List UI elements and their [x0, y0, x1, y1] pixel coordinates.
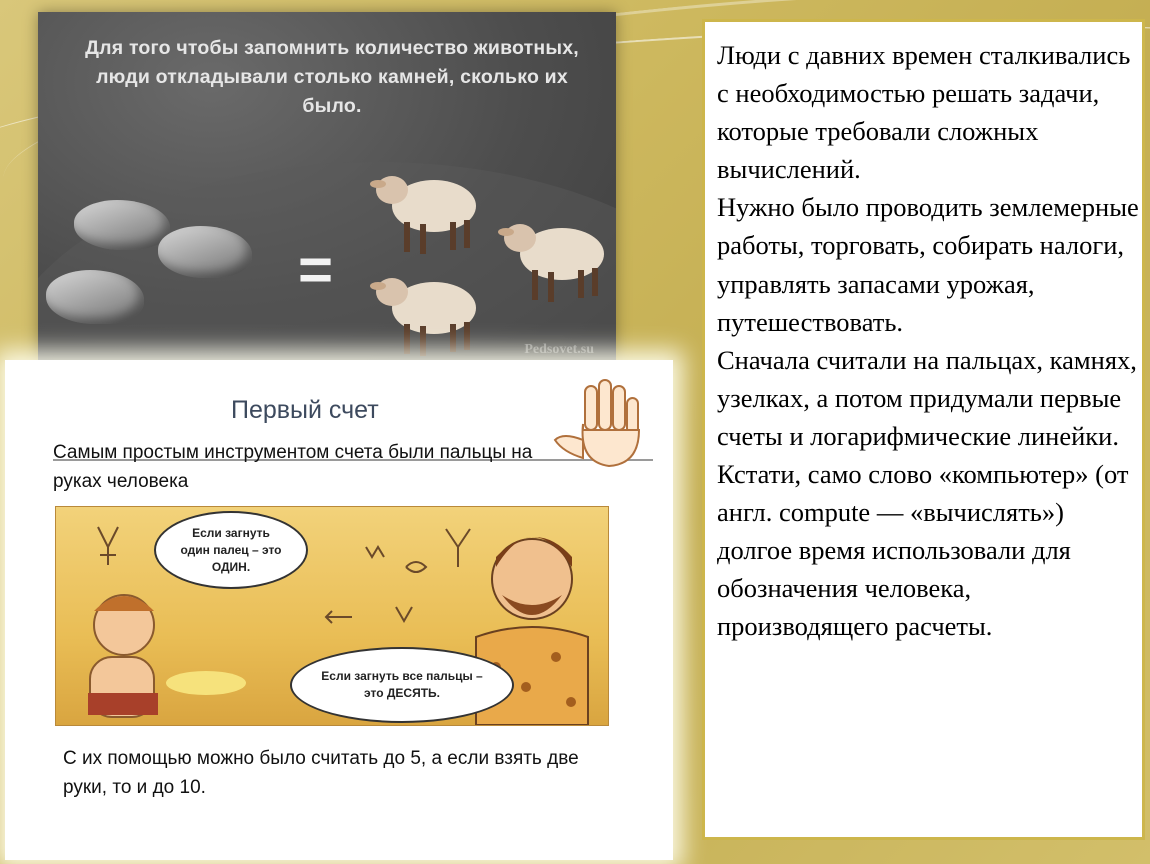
- sheep-image: [494, 210, 614, 306]
- sheep-image: [366, 162, 486, 258]
- illustration-caption: Для того чтобы запомнить количество животных, люди откладывали столько камней, сколько их было.: [85, 37, 579, 117]
- speech-bubble-text: Если загнуть один палец – это ОДИН.: [180, 525, 282, 574]
- card-title: Первый счет: [231, 396, 379, 424]
- sheep-image: [366, 264, 486, 360]
- main-text-card: [702, 19, 1145, 840]
- card-footer-text: С их помощью можно было считать до 5, а если взять две руки, то и до 10.: [63, 748, 579, 798]
- speech-bubble: [154, 511, 308, 589]
- watermark: Pedsovet.su: [524, 342, 594, 357]
- comic-illustration: [55, 506, 609, 726]
- speech-bubble: [290, 647, 514, 723]
- main-paragraph: Люди с давних времен сталкивались с необходимостью решать задачи, которые требовали сложных вычислений. Нужно было проводить землемерные работы, торговать, собирать налоги, управлять запасами урожая, путешествовать. Сначала считали на пальцах, камнях, узелках, а потом придумали первые счеты и логарифмические линейки. Кстати, само слово «компьютер» (от англ. compute — «вычислять») долгое время использовали для обозначения человека, производящего расчеты.: [717, 40, 1139, 642]
- speech-bubble-text: Если загнуть все пальцы – это ДЕСЯТЬ.: [321, 669, 483, 700]
- hand-icon: [549, 374, 657, 474]
- stones-and-sheep-illustration: [38, 12, 616, 364]
- card-subtitle: Самым простым инструментом счета были пальцы на руках человека: [53, 442, 533, 492]
- equals-sign: =: [298, 236, 334, 303]
- finger-counting-card: [5, 360, 673, 860]
